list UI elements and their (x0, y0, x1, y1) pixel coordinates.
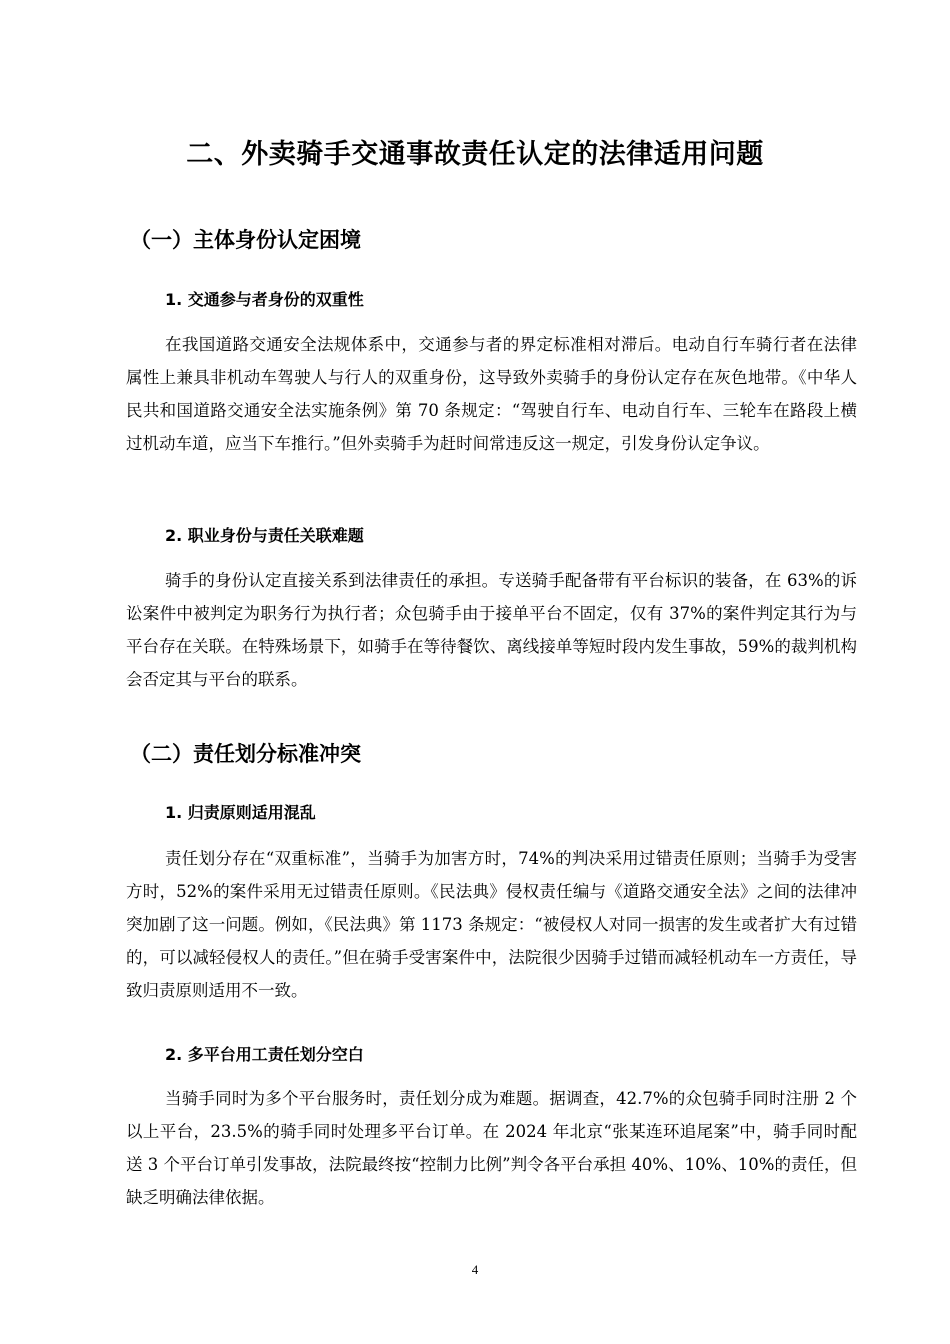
paragraph-2-2: 当骑手同时为多个平台服务时，责任划分成为难题。据调查，42.7%的众包骑手同时注册 2 个以上平台，23.5%的骑手同时处理多平台订单。在 2024 年北京“张某连环追尾案”中，骑手同时配送 3 个平台订单引发事故，法院最终按“控制力比例”判令各平台承担 40%、10%、10%的责任，但缺乏明确法律依据。 (126, 1089, 857, 1207)
subsection-title-2-1: 1. 归责原则适用混乱 (165, 803, 316, 822)
paragraph-1-2: 骑手的身份认定直接关系到法律责任的承担。专送骑手配备带有平台标识的装备，在 63%的诉讼案件中被判定为职务行为执行者；众包骑手由于接单平台不固定，仅有 37%的案件判定其行为与平台存在关联。在特殊场景下，如骑手在等待餐饮、离线接单等短时段内发生事故，59%的裁判机构会否定其与平台的联系。 (126, 571, 857, 689)
paragraph-2-1: 责任划分存在“双重标准”，当骑手为加害方时，74%的判决采用过错责任原则；当骑手为受害方时，52%的案件采用无过错责任原则。《民法典》侵权责任编与《道路交通安全法》之间的法律冲突加剧了这一问题。例如，《民法典》第 1173 条规定：“被侵权人对同一损害的发生或者扩大有过错的，可以减轻侵权人的责任。”但在骑手受害案件中，法院很少因骑手过错而减轻机动车一方责任，导致归责原则适用不一致。 (126, 849, 857, 1000)
section-title-2: （二）责任划分标准冲突 (130, 742, 361, 766)
chapter-title: 二、外卖骑手交通事故责任认定的法律适用问题 (186, 139, 764, 170)
subsection-title-2-2: 2. 多平台用工责任划分空白 (165, 1045, 364, 1064)
paragraph-1-1: 在我国道路交通安全法规体系中，交通参与者的界定标准相对滞后。电动自行车骑行者在法律属性上兼具非机动车驾驶人与行人的双重身份，这导致外卖骑手的身份认定存在灰色地带。《中华人民共和国道路交通安全法实施条例》第 70 条规定：“驾驶自行车、电动自行车、三轮车在路段上横过机动车道，应当下车推行。”但外卖骑手为赶时间常违反这一规定，引发身份认定争议。 (126, 335, 857, 453)
subsection-title-1-1: 1. 交通参与者身份的双重性 (165, 290, 364, 309)
section-title-1: （一）主体身份认定困境 (130, 228, 361, 252)
page-number: 4 (471, 1262, 479, 1277)
subsection-title-1-2: 2. 职业身份与责任关联难题 (165, 526, 364, 545)
